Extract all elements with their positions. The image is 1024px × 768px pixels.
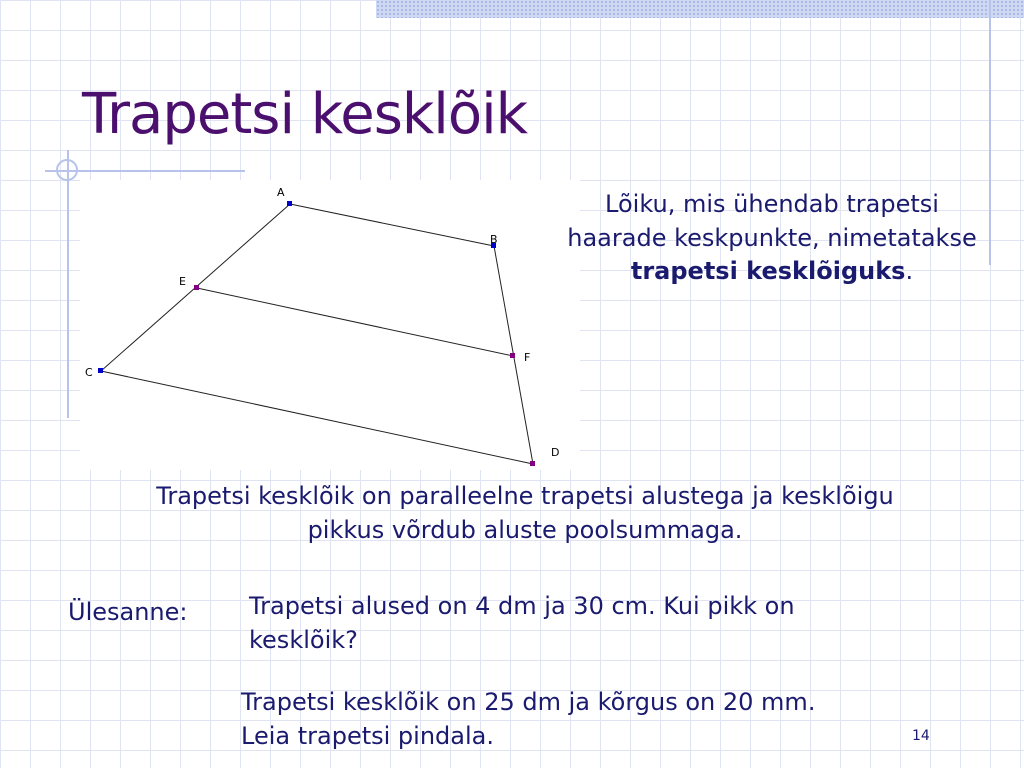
point-d-label: D xyxy=(551,446,560,459)
decorative-vertical-line-left xyxy=(67,150,69,418)
segment-ab xyxy=(290,204,494,246)
point-e-marker xyxy=(194,285,199,290)
definition-term: trapetsi kesklõiguks xyxy=(630,257,906,286)
task-label: Ülesanne: xyxy=(68,598,188,626)
point-f-label: F xyxy=(524,351,531,364)
task-2-text: Trapetsi kesklõik on 25 dm ja kõrgus on 20 mm. Leia trapetsi pindala. xyxy=(241,688,816,750)
property-statement: Trapetsi kesklõik on paralleelne trapetsi alustega ja kesklõigu pikkus võrdub aluste poolsummaga. xyxy=(156,482,894,544)
header-decoration-band xyxy=(376,0,1024,18)
page-number: 14 xyxy=(912,728,930,744)
point-c-marker xyxy=(98,368,103,373)
point-d-marker xyxy=(530,461,535,466)
point-f-marker xyxy=(510,353,515,358)
point-a-marker xyxy=(287,201,292,206)
point-e-label: E xyxy=(179,275,186,288)
point-c-label: C xyxy=(85,366,93,379)
definition-text-after: . xyxy=(905,257,914,286)
definition-text-before: Lõiku, mis ühendab trapetsi haarade keskpunkte, nimetatakse xyxy=(567,190,977,252)
segment-ef-midline xyxy=(197,288,513,356)
point-a-label: A xyxy=(277,186,285,199)
task-1-text: Trapetsi alused on 4 dm ja 30 cm. Kui pikk on kesklõik? xyxy=(249,592,795,654)
definition-text xyxy=(552,188,992,289)
segment-cd xyxy=(101,371,533,464)
decorative-circle-icon xyxy=(56,159,78,181)
trapezoid-diagram xyxy=(80,180,580,470)
point-b-label: B xyxy=(490,233,498,246)
slide-title: Trapetsi kesklõik xyxy=(82,82,528,147)
trapezoid-figure xyxy=(80,180,580,470)
